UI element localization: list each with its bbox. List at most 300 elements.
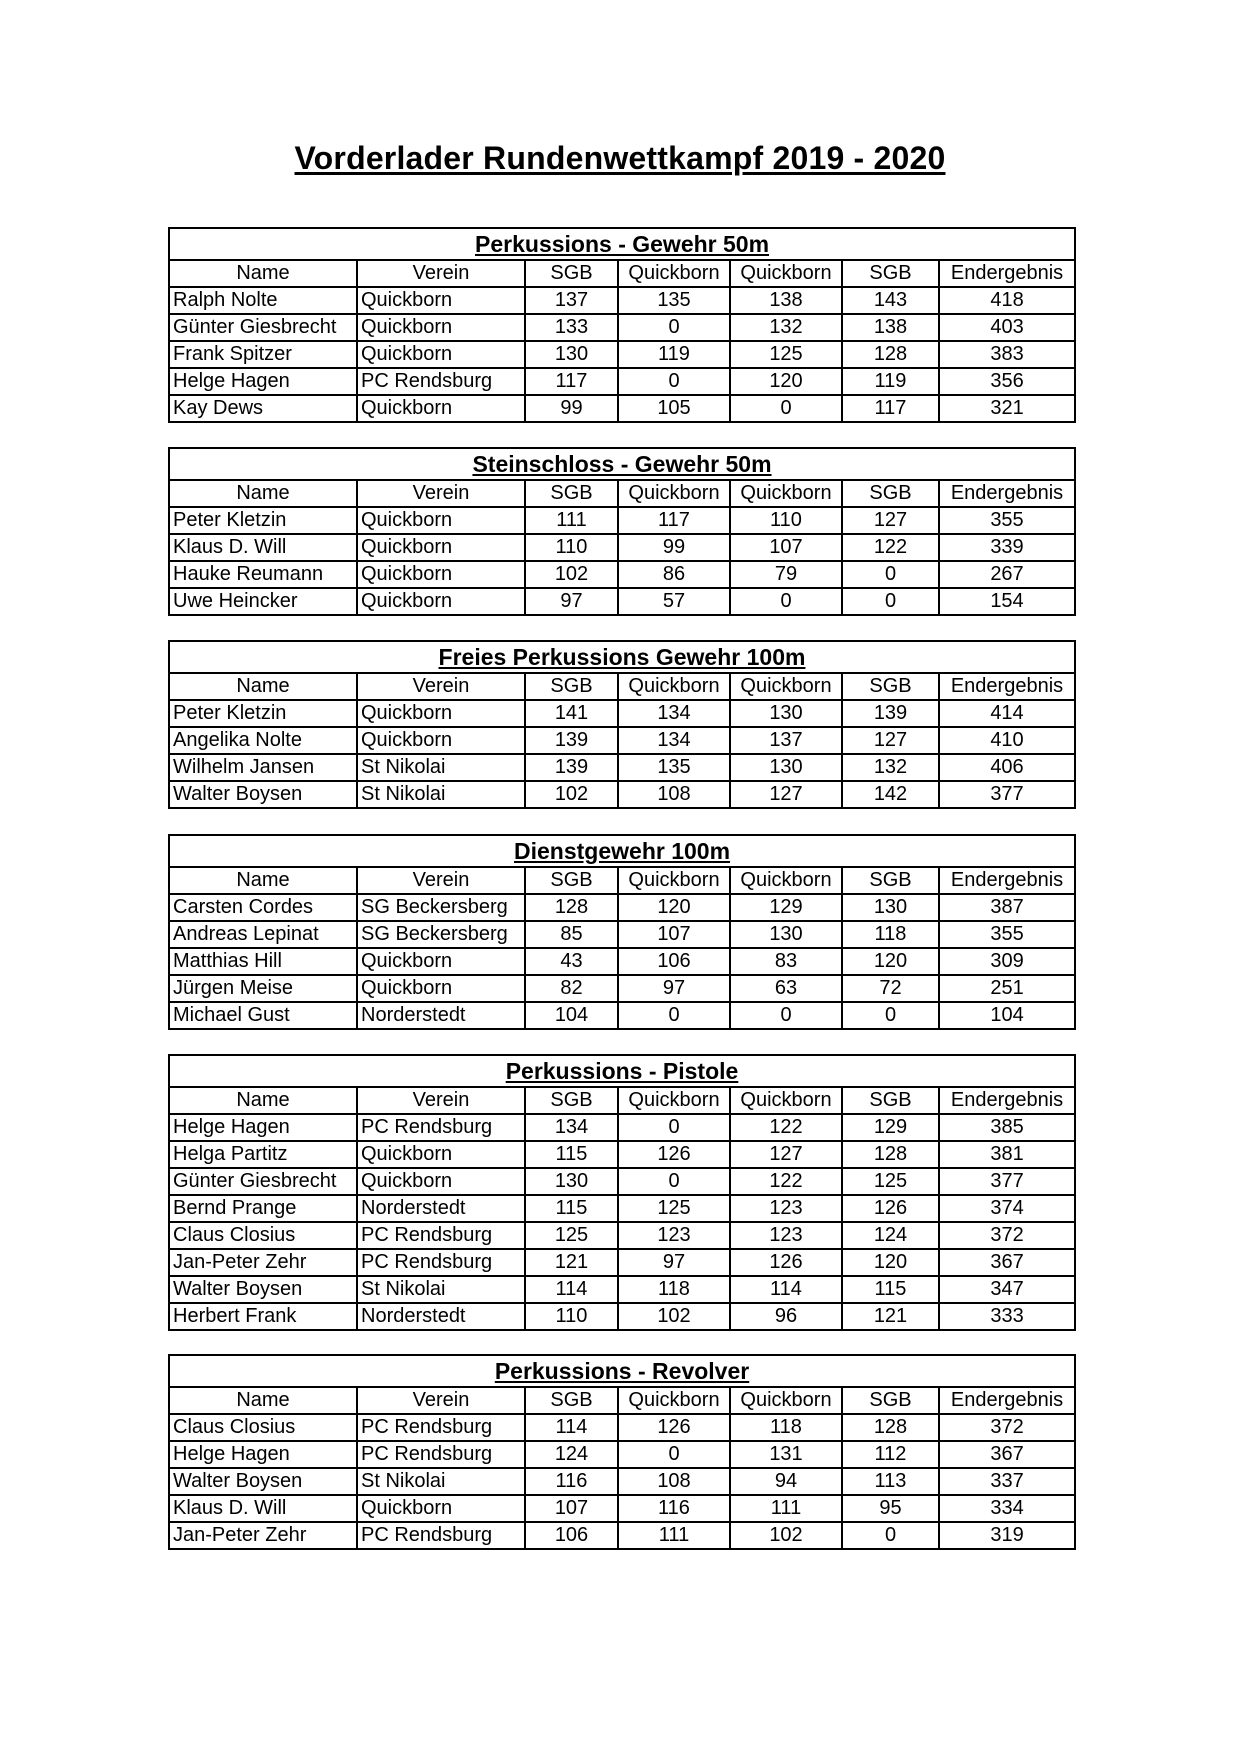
cell-total: 372 — [939, 1222, 1075, 1249]
cell-quickborn-2: 111 — [730, 1495, 842, 1522]
cell-quickborn-1: 86 — [618, 561, 730, 588]
table-row — [169, 368, 1075, 395]
cell-quickborn-2: 0 — [730, 1002, 842, 1029]
results-table — [168, 1354, 1076, 1550]
cell-sgb-1: 116 — [525, 1468, 618, 1495]
cell-quickborn-2: 0 — [730, 395, 842, 422]
column-header-sgb-2: SGB — [842, 1087, 939, 1114]
cell-sgb-2: 138 — [842, 314, 939, 341]
column-header-quickborn-1: Quickborn — [618, 1387, 730, 1414]
cell-quickborn-1: 0 — [618, 368, 730, 395]
column-header-total: Endergebnis — [939, 867, 1075, 894]
column-header-total: Endergebnis — [939, 1387, 1075, 1414]
cell-name: Kay Dews — [169, 395, 357, 422]
cell-quickborn-1: 125 — [618, 1195, 730, 1222]
cell-club: Quickborn — [357, 314, 525, 341]
cell-quickborn-2: 126 — [730, 1249, 842, 1276]
cell-total: 319 — [939, 1522, 1075, 1549]
table-row — [169, 921, 1075, 948]
column-header-quickborn-1: Quickborn — [618, 480, 730, 507]
table-row — [169, 781, 1075, 808]
cell-club: Norderstedt — [357, 1002, 525, 1029]
table-row — [169, 341, 1075, 368]
cell-total: 377 — [939, 781, 1075, 808]
cell-sgb-2: 124 — [842, 1222, 939, 1249]
cell-total: 418 — [939, 287, 1075, 314]
column-header-name: Name — [169, 1387, 357, 1414]
cell-club: Quickborn — [357, 561, 525, 588]
table-row — [169, 948, 1075, 975]
cell-quickborn-2: 118 — [730, 1414, 842, 1441]
column-header-club: Verein — [357, 1087, 525, 1114]
cell-total: 403 — [939, 314, 1075, 341]
cell-name: Helge Hagen — [169, 1114, 357, 1141]
cell-sgb-1: 102 — [525, 561, 618, 588]
column-header-sgb-2: SGB — [842, 867, 939, 894]
cell-sgb-2: 128 — [842, 1414, 939, 1441]
cell-quickborn-2: 122 — [730, 1114, 842, 1141]
column-header-name: Name — [169, 480, 357, 507]
cell-quickborn-1: 0 — [618, 1441, 730, 1468]
column-header-club: Verein — [357, 867, 525, 894]
cell-sgb-1: 125 — [525, 1222, 618, 1249]
cell-quickborn-1: 99 — [618, 534, 730, 561]
cell-quickborn-2: 110 — [730, 507, 842, 534]
table-row — [169, 1495, 1075, 1522]
cell-sgb-1: 110 — [525, 534, 618, 561]
cell-sgb-1: 104 — [525, 1002, 618, 1029]
section-title: Freies Perkussions Gewehr 100m — [169, 641, 1075, 673]
cell-quickborn-2: 94 — [730, 1468, 842, 1495]
column-header-quickborn-2: Quickborn — [730, 1087, 842, 1114]
column-header-quickborn-1: Quickborn — [618, 1087, 730, 1114]
column-header-quickborn-2: Quickborn — [730, 260, 842, 287]
cell-club: SG Beckersberg — [357, 921, 525, 948]
cell-sgb-2: 115 — [842, 1276, 939, 1303]
table-row — [169, 1441, 1075, 1468]
column-header-total: Endergebnis — [939, 480, 1075, 507]
table-row — [169, 1195, 1075, 1222]
column-header-total: Endergebnis — [939, 260, 1075, 287]
cell-sgb-2: 128 — [842, 1141, 939, 1168]
table-row — [169, 1249, 1075, 1276]
column-header-sgb-2: SGB — [842, 260, 939, 287]
cell-quickborn-2: 125 — [730, 341, 842, 368]
header-row — [169, 1087, 1075, 1114]
cell-sgb-2: 0 — [842, 1002, 939, 1029]
cell-club: Quickborn — [357, 727, 525, 754]
cell-total: 154 — [939, 588, 1075, 615]
cell-name: Günter Giesbrecht — [169, 1168, 357, 1195]
header-row — [169, 867, 1075, 894]
cell-sgb-1: 128 — [525, 894, 618, 921]
column-header-sgb-1: SGB — [525, 867, 618, 894]
cell-sgb-2: 0 — [842, 588, 939, 615]
cell-name: Helga Partitz — [169, 1141, 357, 1168]
cell-sgb-1: 106 — [525, 1522, 618, 1549]
table-row — [169, 1168, 1075, 1195]
cell-sgb-2: 119 — [842, 368, 939, 395]
cell-quickborn-1: 0 — [618, 314, 730, 341]
cell-club: Quickborn — [357, 1168, 525, 1195]
cell-quickborn-1: 123 — [618, 1222, 730, 1249]
cell-total: 385 — [939, 1114, 1075, 1141]
cell-total: 383 — [939, 341, 1075, 368]
header-row — [169, 260, 1075, 287]
cell-total: 372 — [939, 1414, 1075, 1441]
cell-club: Quickborn — [357, 588, 525, 615]
table-row — [169, 754, 1075, 781]
cell-name: Frank Spitzer — [169, 341, 357, 368]
cell-name: Carsten Cordes — [169, 894, 357, 921]
cell-sgb-2: 0 — [842, 561, 939, 588]
cell-quickborn-2: 102 — [730, 1522, 842, 1549]
table-row — [169, 975, 1075, 1002]
cell-sgb-2: 120 — [842, 948, 939, 975]
cell-quickborn-1: 126 — [618, 1414, 730, 1441]
cell-total: 367 — [939, 1249, 1075, 1276]
column-header-club: Verein — [357, 673, 525, 700]
cell-total: 355 — [939, 507, 1075, 534]
cell-sgb-1: 97 — [525, 588, 618, 615]
cell-quickborn-1: 111 — [618, 1522, 730, 1549]
cell-quickborn-2: 123 — [730, 1222, 842, 1249]
cell-total: 347 — [939, 1276, 1075, 1303]
cell-quickborn-2: 137 — [730, 727, 842, 754]
cell-sgb-1: 102 — [525, 781, 618, 808]
cell-sgb-1: 99 — [525, 395, 618, 422]
cell-name: Hauke Reumann — [169, 561, 357, 588]
cell-name: Angelika Nolte — [169, 727, 357, 754]
results-table — [168, 227, 1076, 423]
cell-club: Quickborn — [357, 1495, 525, 1522]
column-header-name: Name — [169, 867, 357, 894]
cell-quickborn-1: 105 — [618, 395, 730, 422]
table-row — [169, 314, 1075, 341]
cell-quickborn-2: 123 — [730, 1195, 842, 1222]
column-header-sgb-1: SGB — [525, 1087, 618, 1114]
table-row — [169, 287, 1075, 314]
column-header-sgb-2: SGB — [842, 480, 939, 507]
cell-quickborn-1: 134 — [618, 727, 730, 754]
table-row — [169, 1141, 1075, 1168]
results-table — [168, 640, 1076, 809]
table-row — [169, 507, 1075, 534]
cell-sgb-1: 139 — [525, 727, 618, 754]
cell-name: Walter Boysen — [169, 1468, 357, 1495]
cell-name: Michael Gust — [169, 1002, 357, 1029]
column-header-quickborn-2: Quickborn — [730, 1387, 842, 1414]
cell-quickborn-2: 130 — [730, 754, 842, 781]
cell-total: 267 — [939, 561, 1075, 588]
cell-quickborn-1: 0 — [618, 1168, 730, 1195]
table-row — [169, 1276, 1075, 1303]
cell-name: Bernd Prange — [169, 1195, 357, 1222]
cell-sgb-2: 142 — [842, 781, 939, 808]
cell-quickborn-1: 57 — [618, 588, 730, 615]
cell-club: PC Rendsburg — [357, 1441, 525, 1468]
cell-sgb-2: 129 — [842, 1114, 939, 1141]
cell-quickborn-1: 97 — [618, 975, 730, 1002]
table-row — [169, 1522, 1075, 1549]
cell-quickborn-1: 97 — [618, 1249, 730, 1276]
cell-club: Norderstedt — [357, 1195, 525, 1222]
cell-name: Walter Boysen — [169, 781, 357, 808]
cell-sgb-2: 113 — [842, 1468, 939, 1495]
cell-total: 339 — [939, 534, 1075, 561]
cell-quickborn-2: 127 — [730, 781, 842, 808]
cell-total: 309 — [939, 948, 1075, 975]
column-header-name: Name — [169, 673, 357, 700]
cell-quickborn-2: 129 — [730, 894, 842, 921]
cell-quickborn-1: 116 — [618, 1495, 730, 1522]
header-row — [169, 480, 1075, 507]
cell-sgb-2: 143 — [842, 287, 939, 314]
cell-club: PC Rendsburg — [357, 1522, 525, 1549]
cell-sgb-1: 43 — [525, 948, 618, 975]
cell-name: Jürgen Meise — [169, 975, 357, 1002]
cell-name: Matthias Hill — [169, 948, 357, 975]
cell-quickborn-1: 0 — [618, 1002, 730, 1029]
table-row — [169, 1468, 1075, 1495]
cell-name: Wilhelm Jansen — [169, 754, 357, 781]
cell-quickborn-2: 120 — [730, 368, 842, 395]
cell-quickborn-2: 122 — [730, 1168, 842, 1195]
cell-sgb-1: 139 — [525, 754, 618, 781]
cell-sgb-2: 127 — [842, 507, 939, 534]
header-row — [169, 1387, 1075, 1414]
cell-sgb-1: 130 — [525, 1168, 618, 1195]
column-header-total: Endergebnis — [939, 673, 1075, 700]
cell-quickborn-2: 132 — [730, 314, 842, 341]
cell-sgb-2: 122 — [842, 534, 939, 561]
cell-total: 367 — [939, 1441, 1075, 1468]
cell-club: PC Rendsburg — [357, 368, 525, 395]
table-row — [169, 588, 1075, 615]
cell-club: Quickborn — [357, 395, 525, 422]
cell-name: Jan-Peter Zehr — [169, 1249, 357, 1276]
section-title: Perkussions - Gewehr 50m — [169, 228, 1075, 260]
cell-quickborn-2: 138 — [730, 287, 842, 314]
cell-quickborn-1: 120 — [618, 894, 730, 921]
cell-quickborn-1: 107 — [618, 921, 730, 948]
cell-sgb-1: 121 — [525, 1249, 618, 1276]
cell-total: 104 — [939, 1002, 1075, 1029]
column-header-club: Verein — [357, 260, 525, 287]
cell-sgb-2: 121 — [842, 1303, 939, 1330]
cell-name: Helge Hagen — [169, 368, 357, 395]
column-header-quickborn-2: Quickborn — [730, 673, 842, 700]
table-row — [169, 1222, 1075, 1249]
cell-total: 333 — [939, 1303, 1075, 1330]
cell-quickborn-1: 106 — [618, 948, 730, 975]
cell-name: Uwe Heincker — [169, 588, 357, 615]
column-header-sgb-2: SGB — [842, 1387, 939, 1414]
cell-quickborn-1: 135 — [618, 287, 730, 314]
column-header-sgb-2: SGB — [842, 673, 939, 700]
cell-quickborn-2: 83 — [730, 948, 842, 975]
cell-sgb-1: 82 — [525, 975, 618, 1002]
column-header-quickborn-1: Quickborn — [618, 260, 730, 287]
column-header-name: Name — [169, 260, 357, 287]
cell-club: Quickborn — [357, 700, 525, 727]
cell-quickborn-1: 126 — [618, 1141, 730, 1168]
cell-sgb-1: 110 — [525, 1303, 618, 1330]
cell-total: 381 — [939, 1141, 1075, 1168]
cell-club: St Nikolai — [357, 1468, 525, 1495]
cell-sgb-1: 111 — [525, 507, 618, 534]
cell-name: Claus Closius — [169, 1222, 357, 1249]
table-row — [169, 395, 1075, 422]
column-header-club: Verein — [357, 1387, 525, 1414]
cell-quickborn-1: 108 — [618, 1468, 730, 1495]
cell-name: Klaus D. Will — [169, 1495, 357, 1522]
cell-quickborn-2: 96 — [730, 1303, 842, 1330]
cell-name: Günter Giesbrecht — [169, 314, 357, 341]
cell-name: Peter Kletzin — [169, 507, 357, 534]
cell-club: PC Rendsburg — [357, 1222, 525, 1249]
cell-quickborn-2: 79 — [730, 561, 842, 588]
cell-sgb-1: 114 — [525, 1276, 618, 1303]
column-header-sgb-1: SGB — [525, 1387, 618, 1414]
cell-sgb-2: 118 — [842, 921, 939, 948]
section-title: Perkussions - Revolver — [169, 1355, 1075, 1387]
cell-sgb-2: 112 — [842, 1441, 939, 1468]
column-header-quickborn-2: Quickborn — [730, 480, 842, 507]
table-row — [169, 1114, 1075, 1141]
cell-total: 377 — [939, 1168, 1075, 1195]
column-header-total: Endergebnis — [939, 1087, 1075, 1114]
cell-total: 410 — [939, 727, 1075, 754]
cell-club: Quickborn — [357, 534, 525, 561]
section-title: Steinschloss - Gewehr 50m — [169, 448, 1075, 480]
table-row — [169, 1303, 1075, 1330]
cell-sgb-2: 125 — [842, 1168, 939, 1195]
cell-club: St Nikolai — [357, 754, 525, 781]
cell-sgb-1: 115 — [525, 1195, 618, 1222]
cell-quickborn-1: 119 — [618, 341, 730, 368]
cell-quickborn-2: 0 — [730, 588, 842, 615]
table-row — [169, 1414, 1075, 1441]
cell-quickborn-2: 107 — [730, 534, 842, 561]
cell-total: 414 — [939, 700, 1075, 727]
table-row — [169, 700, 1075, 727]
cell-sgb-2: 117 — [842, 395, 939, 422]
column-header-club: Verein — [357, 480, 525, 507]
header-row — [169, 673, 1075, 700]
cell-club: Quickborn — [357, 341, 525, 368]
cell-sgb-2: 128 — [842, 341, 939, 368]
column-header-name: Name — [169, 1087, 357, 1114]
cell-sgb-1: 141 — [525, 700, 618, 727]
table-row — [169, 1002, 1075, 1029]
cell-sgb-1: 114 — [525, 1414, 618, 1441]
cell-quickborn-1: 0 — [618, 1114, 730, 1141]
table-row — [169, 727, 1075, 754]
cell-quickborn-2: 130 — [730, 921, 842, 948]
cell-club: PC Rendsburg — [357, 1249, 525, 1276]
column-header-sgb-1: SGB — [525, 673, 618, 700]
cell-club: Quickborn — [357, 1141, 525, 1168]
cell-sgb-1: 85 — [525, 921, 618, 948]
cell-club: SG Beckersberg — [357, 894, 525, 921]
cell-club: Quickborn — [357, 948, 525, 975]
cell-name: Jan-Peter Zehr — [169, 1522, 357, 1549]
cell-sgb-2: 132 — [842, 754, 939, 781]
page-title: Vorderlader Rundenwettkampf 2019 - 2020 — [294, 140, 946, 176]
cell-total: 406 — [939, 754, 1075, 781]
cell-quickborn-1: 134 — [618, 700, 730, 727]
cell-club: Quickborn — [357, 975, 525, 1002]
section-title: Perkussions - Pistole — [169, 1055, 1075, 1087]
cell-sgb-2: 130 — [842, 894, 939, 921]
table-row — [169, 561, 1075, 588]
cell-quickborn-1: 102 — [618, 1303, 730, 1330]
cell-quickborn-2: 130 — [730, 700, 842, 727]
cell-sgb-1: 107 — [525, 1495, 618, 1522]
cell-sgb-1: 137 — [525, 287, 618, 314]
cell-sgb-1: 117 — [525, 368, 618, 395]
cell-total: 251 — [939, 975, 1075, 1002]
column-header-quickborn-1: Quickborn — [618, 867, 730, 894]
cell-sgb-1: 124 — [525, 1441, 618, 1468]
cell-sgb-1: 115 — [525, 1141, 618, 1168]
cell-quickborn-1: 108 — [618, 781, 730, 808]
results-table — [168, 834, 1076, 1030]
column-header-quickborn-2: Quickborn — [730, 867, 842, 894]
results-table — [168, 1054, 1076, 1331]
cell-club: Quickborn — [357, 287, 525, 314]
cell-sgb-1: 134 — [525, 1114, 618, 1141]
cell-total: 356 — [939, 368, 1075, 395]
cell-quickborn-1: 117 — [618, 507, 730, 534]
cell-sgb-2: 127 — [842, 727, 939, 754]
cell-quickborn-2: 114 — [730, 1276, 842, 1303]
cell-club: Quickborn — [357, 507, 525, 534]
cell-club: Norderstedt — [357, 1303, 525, 1330]
cell-name: Helge Hagen — [169, 1441, 357, 1468]
cell-total: 374 — [939, 1195, 1075, 1222]
cell-total: 321 — [939, 395, 1075, 422]
cell-club: PC Rendsburg — [357, 1414, 525, 1441]
cell-sgb-2: 95 — [842, 1495, 939, 1522]
column-header-sgb-1: SGB — [525, 480, 618, 507]
cell-total: 355 — [939, 921, 1075, 948]
cell-quickborn-1: 135 — [618, 754, 730, 781]
cell-club: PC Rendsburg — [357, 1114, 525, 1141]
cell-sgb-2: 120 — [842, 1249, 939, 1276]
column-header-quickborn-1: Quickborn — [618, 673, 730, 700]
table-row — [169, 894, 1075, 921]
cell-sgb-1: 130 — [525, 341, 618, 368]
table-row — [169, 534, 1075, 561]
cell-name: Klaus D. Will — [169, 534, 357, 561]
cell-total: 334 — [939, 1495, 1075, 1522]
cell-name: Ralph Nolte — [169, 287, 357, 314]
cell-sgb-1: 133 — [525, 314, 618, 341]
results-table — [168, 447, 1076, 616]
cell-total: 337 — [939, 1468, 1075, 1495]
cell-quickborn-2: 131 — [730, 1441, 842, 1468]
cell-name: Walter Boysen — [169, 1276, 357, 1303]
cell-name: Claus Closius — [169, 1414, 357, 1441]
cell-sgb-2: 126 — [842, 1195, 939, 1222]
cell-name: Peter Kletzin — [169, 700, 357, 727]
cell-total: 387 — [939, 894, 1075, 921]
column-header-sgb-1: SGB — [525, 260, 618, 287]
cell-sgb-2: 139 — [842, 700, 939, 727]
cell-quickborn-2: 127 — [730, 1141, 842, 1168]
